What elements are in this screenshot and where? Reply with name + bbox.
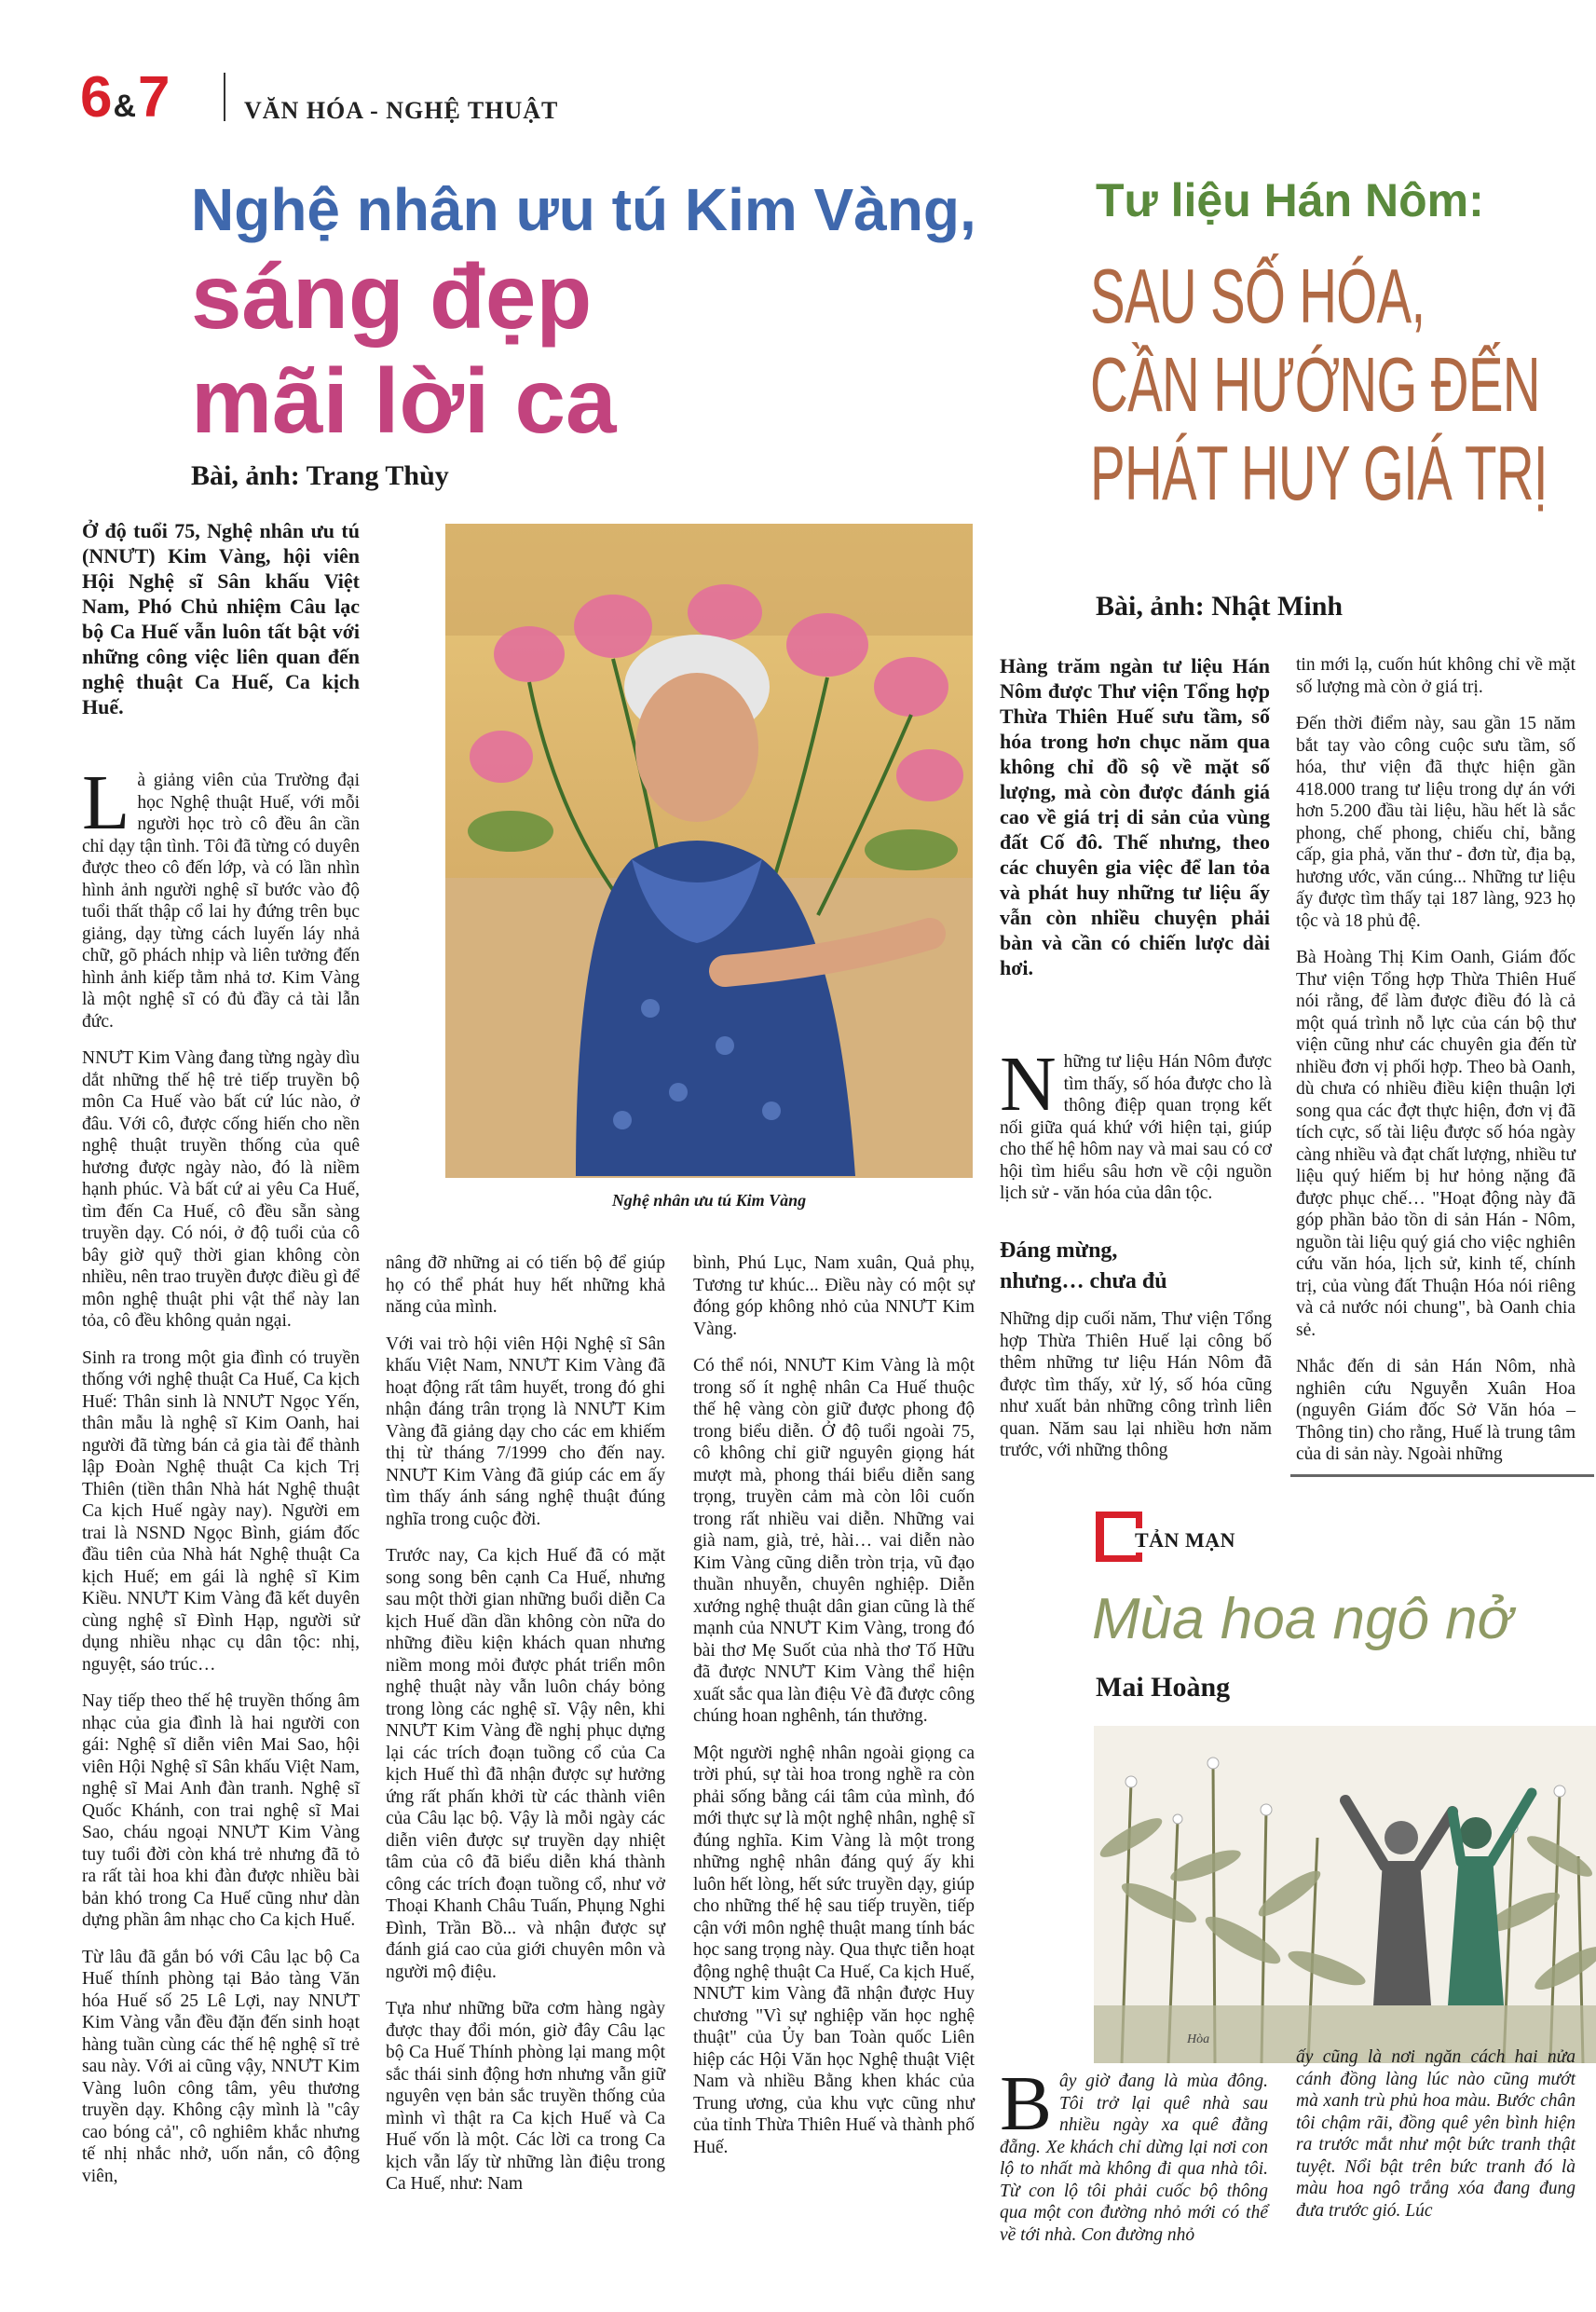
article1-title-line1: sáng đẹp: [191, 245, 593, 348]
artist-photo: [445, 524, 973, 1178]
article2-paragraph: Bà Hoàng Thị Kim Oanh, Giám đốc Thư viện Tổng hợp Thừa Thiên Huế nói rằng, để làm được điều đó là cả một quá trình nỗ lực của cán bộ thư viện cũng như các chuyên gia đến từ nhiều đơn vị phối hợp. Theo bà Oanh, dù chưa có nhiều điều kiện thuận lợi song qua các đợt thực hiện, đơn vị đã tích cực, số tài liệu được số hóa ngày càng nhiều và đạt chất lượng, nhiều tư liệu quý hiếm bị hư hỏng nặng đã được phục chế… "Hoạt động này đã góp phần bảo tồn di sản Hán - Nôm, nguồn tài liệu quý giá cho việc nghiên cứu văn hóa, lịch sử, kinh tế, chính trị, của vùng đất Thuận Hóa nói riêng và cả nước nói chung", bà Oanh chia sẻ.: [1296, 948, 1576, 1340]
paragraph-text: ây giờ đang là mùa đông. Tôi trở lại quê nhà sau nhiều ngày xa quê đằng đẵng. Xe khách chỉ dừng lại nơi con lộ to nhất mà không đi qua nhà tôi. Từ con lộ tôi phải cuốc bộ thông qua một con đường nhỏ mới có thể về tới nhà. Con đường nhỏ: [1000, 2072, 1268, 2245]
article2-title-line3: PHÁT HUY GIÁ TRỊ: [1090, 430, 1548, 516]
article1-column-2: [386, 1252, 665, 2196]
article1-paragraph: NNƯT Kim Vàng đang từng ngày dìu dắt những thế hệ trẻ tiếp truyền bộ môn Ca Huế vào bất cứ lúc nào, ở đâu. Với cô, được cống hiến cho nền nghệ thuật truyền thống của quê hương được ngày nào, đó là niềm hạnh phúc. Và bất cứ ai yêu Ca Huế, tìm đến Ca Huế, cô đều sẵn sàng truyền dạy. Có nói, ở độ tuổi của cô bây giờ quỹ thời gian không còn nhiều, nên trao truyền được điều gì để môn nghệ thuật phi vật thể này lan tỏa, cô đều không quản ngại.: [82, 1048, 360, 1331]
photo-caption: Nghệ nhân ưu tú Kim Vàng: [611, 1191, 807, 1210]
article2-lead: Hàng trăm ngàn tư liệu Hán Nôm được Thư viện Tổng hợp Thừa Thiên Huế sưu tầm, số hóa trong hơn chục năm qua không chỉ đồ sộ về mặt số lượng, mà còn được đánh giá cao về giá trị di sản của vùng đất Cố đô. Thế nhưng, theo các chuyên gia việc để lan tỏa và phát huy những tư liệu ấy vẫn còn nhiều chuyện phải bàn và cần có chiến lược dài hơi.: [1000, 654, 1270, 979]
header-divider: [224, 73, 225, 121]
article1-paragraph: Nay tiếp theo thế hệ truyền thống âm nhạc của gia đình là hai người con gái: Nghệ sĩ diễn viên Mai Sao, hội viên Hội Nghệ sĩ Sân khấu Việt Nam, nghệ sĩ Mai Anh đàn tranh. Nghệ sĩ Quốc Khánh, con trai nghệ sĩ Mai Sao, cháu ngoại NNƯT Kim Vàng tuy tuổi đời còn khá trẻ nhưng đã tỏ ra rất tài hoa khi đàn được nhiều bài bản khó trong Ca Huế cũng như dàn dựng phần âm nhạc cho Ca kịch Huế.: [82, 1691, 360, 1930]
page-number-left: 6: [80, 65, 112, 130]
article2-paragraph: Đến thời điểm này, sau gần 15 năm bắt tay vào công cuộc sưu tầm, số hóa, thư viện đã thực hiện gần 418.000 trang tư liệu trong dự án với hơn 5.200 đầu tài liệu, hầu hết là sắc phong, chế phong, chiếu chỉ, bằng cấp, gia phả, văn thư - đơn từ, địa bạ, hương ước, văn cúng... Những tư liệu ấy được tìm thấy tại 187 làng, 923 họ tộc và 18 phủ đệ.: [1296, 714, 1576, 931]
illustration-signature: Hòa: [1187, 2032, 1210, 2046]
article1-paragraph: Có thể nói, NNƯT Kim Vàng là một trong số ít nghệ nhân Ca Huế thuộc thế hệ vàng còn giữ được phong độ trong biểu diễn. Ở độ tuổi ngoài 75, cô không chỉ giữ nguyên giọng hát mượt mà, phong thái biểu diễn sang trọng, truyền cảm mà còn lôi cuốn trong rất nhiều vai diễn. Những vai già nam, già, trẻ, hài… vai diễn nào Kim Vàng cũng diễn tròn trịa, vũ đạo thuần nhuyễn, chuyên nghiệp. Diễn xướng nghệ thuật dân gian cũng là thế mạnh của NNƯT Kim Vàng, trong đó bài thơ Mẹ Suốt của nhà thơ Tố Hữu đã được NNƯT Kim Vàng thể hiện xuất sắc qua làn điệu Vè đã được công chúng hoan nghênh, tán thưởng.: [693, 1356, 975, 1726]
article1-paragraph: Với vai trò hội viên Hội Nghệ sĩ Sân khấu Việt Nam, NNƯT Kim Vàng đã hoạt động rất tâm huyết, trong đó ghi nhận đáng trân trọng là NNƯT Kim Vàng đã giảng dạy cho các em khiếm thị từ tháng 7/1999 cho đến nay. NNƯT Kim Vàng đã giúp các em ấy tìm thấy ánh sáng nghệ thuật đúng nghĩa trong cuộc đời.: [386, 1334, 665, 1529]
article2-kicker: Tư liệu Hán Nôm:: [1096, 174, 1484, 226]
article2-column-1b: [1000, 1308, 1272, 1462]
article2-subhead: [1000, 1236, 1167, 1297]
tanman-paragraph: ấy cũng là nơi ngăn cách hai nửa cánh đồng làng lúc nào cũng mướt mà xanh trù phủ hoa màu. Bước chân tôi chậm rãi, đồng quê yên bình hiện ra trước mắt như một bức tranh thật tuyệt. Nổi bật trên bức tranh đó là màu hoa ngô trắng xóa đang đung đưa trước gió. Lúc: [1296, 2047, 1576, 2221]
tanman-column-2: [1296, 2046, 1576, 2222]
article2-paragraph: Nhắc đến di sản Hán Nôm, nhà nghiên cứu Nguyễn Xuân Hoa (nguyên Giám đốc Sở Văn hóa – Thông tin) cho rằng, Huế là trung tâm của di sản này. Ngoài những: [1296, 1357, 1576, 1464]
article1-byline: Bài, ảnh: Trang Thùy: [191, 460, 449, 491]
article1-paragraph: Trước nay, Ca kịch Huế đã có mặt song song bên cạnh Ca Huế, nhưng sau một thời gian những buổi diễn Ca kịch Huế dần dần không còn nữa do những điều kiện khách quan nhưng niềm mong mỏi được phát triển môn nghệ thuật này vẫn luôn cháy bỏng trong lòng các nghệ sĩ. Vậy nên, khi NNƯT Kim Vàng đề nghị phục dựng lại các trích đoạn tuồng cổ của Ca kịch Huế thì đã nhận được sự hưởng ứng rất phấn khởi từ các thành viên của Câu lạc bộ. Vậy là mỗi ngày các diễn viên được sự truyền dạy nhiệt tâm của cô đã biểu diễn khá thành công các trích đoạn tuồng cổ, như vở Thoại Khanh Châu Tuấn, Phụng Nghi Đình, Trần Bồ... và nhận được sự đánh giá cao của giới chuyên môn và người mộ điệu.: [386, 1546, 665, 1982]
tanman-label: TẢN MẠN: [1131, 1528, 1239, 1553]
tanman-title: Mùa hoa ngô nở: [1092, 1587, 1513, 1651]
corn-field-illustration: [1094, 1726, 1596, 2063]
tanman-byline: Mai Hoàng: [1096, 1672, 1231, 1703]
paragraph-text: à giảng viên của Trường đại học Nghệ thuật Huế, với mỗi người học trò cô đều ân cần chỉ dạy tận tình. Tôi đã từng có duyên được theo cô đến lớp, và có lần nhìn hình ảnh người nghệ sĩ bước vào độ tuổi thất thập cổ lai hy đứng trên bục giảng, dạy từng cách luyến láy nhả chữ, gõ phách nhịp và liên tưởng đến hình ảnh kiếp tằm nhả tơ. Kim Vàng là một nghệ sĩ có đủ đầy cả tài lẫn đức.: [82, 771, 360, 1032]
dropcap: L: [82, 759, 130, 846]
tanman-paragraph: [1000, 2060, 1268, 2246]
page-number-amp: &: [113, 89, 137, 124]
tanman-column-1: [1000, 2060, 1268, 2246]
article2-title-line2: CẦN HƯỚNG ĐẾN: [1090, 341, 1540, 428]
article1-paragraph: Tựa như những bữa cơm hàng ngày được thay đổi món, giờ đây Câu lạc bộ Ca Huế Thính phòng lại mang một sắc thái sinh động hơn nhưng vẫn giữ nguyên vẹn bản sắc truyền thống của mình vì thật ra Ca kịch Huế và Ca Huế vốn là một. Các lời ca trong Ca kịch vẫn lấy từ những làn điệu trong Ca Huế, như: Nam: [386, 1999, 665, 2194]
article2-paragraph: tin mới lạ, cuốn hút không chỉ về mặt số lượng mà còn ở giá trị.: [1296, 655, 1576, 697]
article2-paragraph: Những dịp cuối năm, Thư viện Tổng hợp Thừa Thiên Huế lại công bố thêm những tư liệu Hán Nôm đã được tìm thấy, xử lý, số hóa cũng như xuất bản những công trình liên quan. Năm sau lại nhiều hơn năm trước, với những thông: [1000, 1309, 1272, 1460]
article2-title-line1: SAU SỐ HÓA,: [1090, 253, 1425, 339]
page-number: [80, 65, 170, 139]
article2-byline: Bài, ảnh: Nhật Minh: [1096, 591, 1344, 622]
artist-photo-image: [445, 524, 973, 1178]
article2-column-2: [1296, 654, 1576, 1466]
corn-field-drawing: [1094, 1726, 1596, 2063]
section-title: VĂN HÓA - NGHỆ THUẬT: [244, 97, 559, 124]
article1-paragraph: Một người nghệ nhân ngoài giọng ca trời phú, sự tài hoa trong nghề ra còn phải sống bằng cái tâm của mình, đó mới thực sự là một nghệ nhân, nghệ sĩ đúng nghĩa. Kim Vàng là một trong những nghệ nhân đáng quý ấy khi luôn hết lòng, hết sức truyền dạy, giúp cho những thế hệ sau tiếp truyền, tiếp cận với môn nghệ thuật mang tính bác học sang trọng này. Qua thực tiễn hoạt động nghệ thuật Ca Huế, Ca kịch Huế, NNƯT kim Vàng đã nhận được Huy chương "Vì sự nghiệp văn học nghệ thuật" của Ủy ban Toàn quốc Liên hiệp các Hội Văn học Nghệ thuật Việt Nam và nhiều Bằng khen khác của Trung ương, của khu vực cũng như của tỉnh Thừa Thiên Huế và thành phố Huế.: [693, 1743, 975, 2157]
article1-paragraph: nâng đỡ những ai có tiến bộ để giúp họ có thể phát huy hết những khả năng của mình.: [386, 1253, 665, 1317]
article1-title: [191, 244, 616, 453]
article2-title: [1090, 252, 1548, 517]
paragraph-text: hững tư liệu Hán Nôm được tìm thấy, số hóa được cho là thông điệp quan trọng kết nối giữa quá khứ với hiện tại, giúp cho thế hệ hôm nay và mai sau có cơ hội tìm hiểu sâu hơn về cội nguồn lịch sử - văn hóa của dân tộc.: [1000, 1052, 1272, 1203]
article1-column-1: [82, 759, 360, 2187]
dropcap: B: [1000, 2060, 1053, 2147]
section-divider: [1290, 1474, 1594, 1477]
subhead-line1: Đáng mừng,: [1000, 1238, 1118, 1263]
article1-paragraph: Từ lâu đã gắn bó với Câu lạc bộ Ca Huế thính phòng tại Bảo tàng Văn hóa Huế số 25 Lê Lợi, nay NNƯT Kim Vàng vẫn đều đặn đến sinh hoạt hàng tuần cùng các thế hệ nghệ sĩ trẻ sau này. Với ai cũng vậy, NNƯT Kim Vàng luôn công tâm, yêu thương truyền dạy. Không cậy mình là "cây cao bóng cả", cô nghiêm khắc nhưng tế nhị nhắc nhở, uốn nắn, cô động viên,: [82, 1947, 360, 2186]
article1-paragraph: Sinh ra trong một gia đình có truyền thống với nghệ thuật Ca Huế, Ca kịch Huế: Thân sinh là NNƯT Ngọc Yến, thân mẫu là nghệ sĩ Kim Oanh, hai người đã từng bán cả gia tài để thành lập Đoàn Nghệ thuật Ca kịch Trị Thiên (tiền thân Nhà hát Nghệ thuật Ca kịch Huế ngày nay). Người em trai là NSND Ngọc Bình, giám đốc đầu tiên của Nhà hát Nghệ thuật Ca kịch Huế; em gái là nghệ sĩ Kim Kiều. NNƯT Kim Vàng đã kết duyên cùng nghệ sĩ Đình Hạp, người sử dụng nhiều nhạc cụ dân tộc: nhị, nguyệt, sáo trúc…: [82, 1348, 360, 1675]
article2-column-1: [1000, 1041, 1272, 1205]
article1-title-line2: mãi lời ca: [191, 349, 617, 452]
page-number-right: 7: [138, 65, 170, 130]
article1-lead: Ở độ tuổi 75, Nghệ nhân ưu tú (NNƯT) Kim Vàng, hội viên Hội Nghệ sĩ Sân khấu Việt Nam, Phó Chủ nhiệm Câu lạc bộ Ca Huế vẫn luôn tất bật với những công việc liên quan đến nghệ thuật Ca Huế, Ca kịch Huế.: [82, 519, 360, 718]
article1-paragraph: [82, 759, 360, 1033]
subhead-line2: nhưng… chưa đủ: [1000, 1269, 1167, 1293]
article2-paragraph: [1000, 1041, 1272, 1205]
dropcap: N: [1000, 1041, 1057, 1128]
article1-kicker: Nghệ nhân ưu tú Kim Vàng,: [191, 176, 976, 243]
article1-column-3: [693, 1252, 975, 2158]
article1-paragraph: bình, Phú Lục, Nam xuân, Quả phụ, Tương tư khúc... Điều này có một sự đóng góp không nhỏ của NNƯT Kim Vàng.: [693, 1253, 975, 1339]
